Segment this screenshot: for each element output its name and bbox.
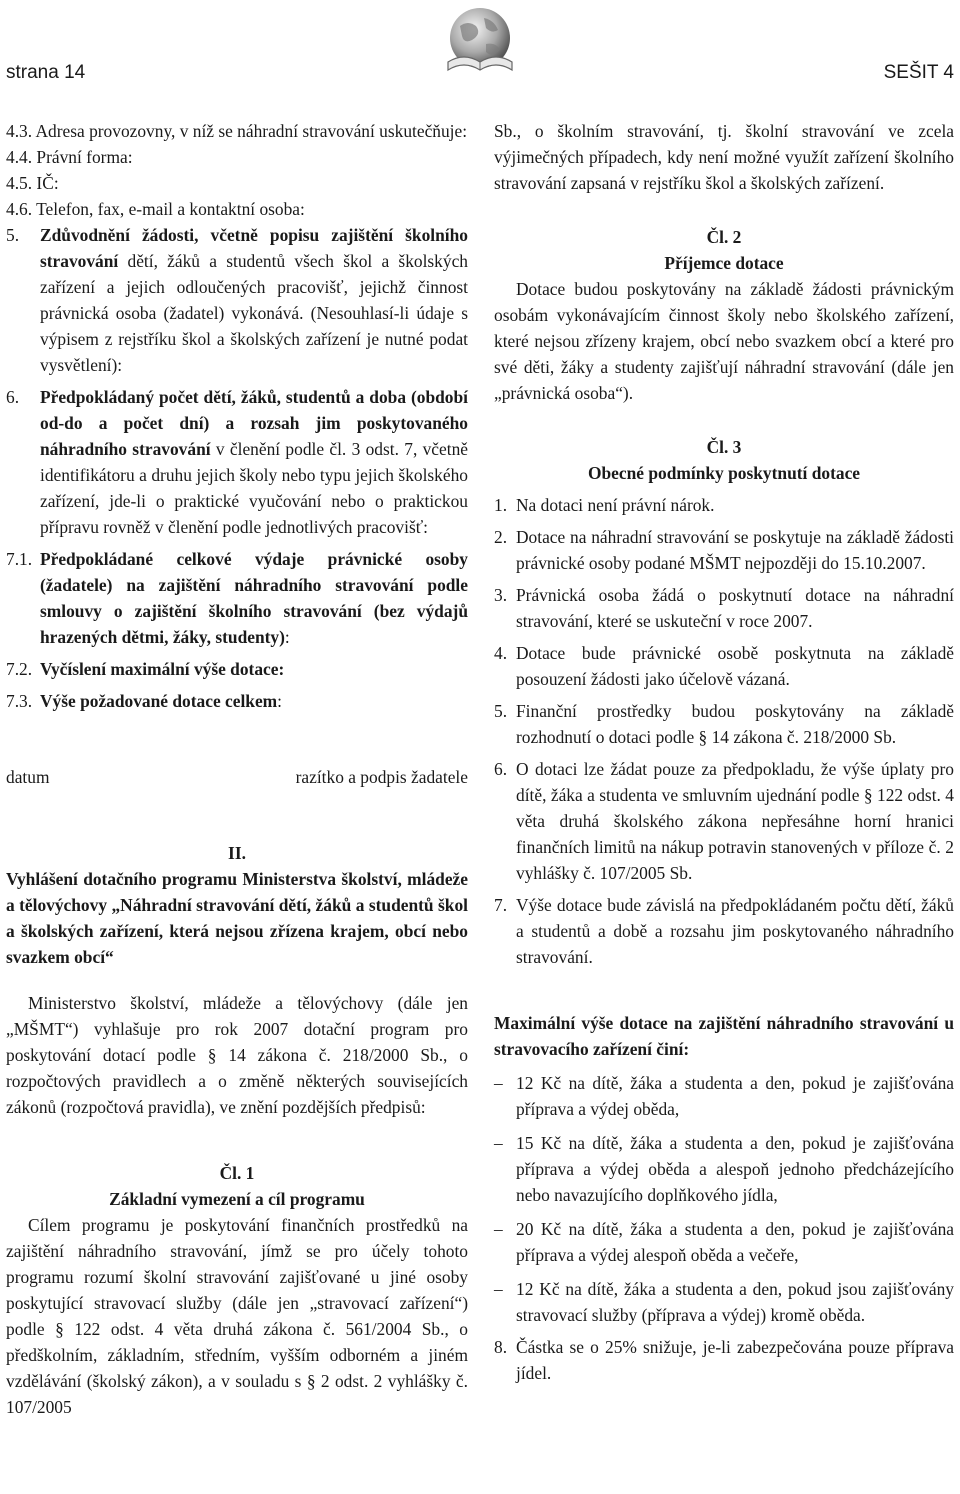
list-item (494, 892, 954, 970)
max-subsidy-title (494, 1010, 954, 1062)
signature-row (6, 764, 468, 790)
rate-item-dash: – (494, 1133, 503, 1153)
article-1-number (6, 1160, 468, 1186)
rate-item-dash: – (494, 1073, 503, 1093)
list-item-text: Finanční prostředky budou poskytovány na základě rozhodnutí o dotaci podle § 14 zákona č. 218/2000 Sb. (516, 701, 954, 747)
item-7-2-bold: Vyčíslení maximální výše dotace: (40, 659, 285, 679)
item-7-2 (6, 656, 468, 682)
article-3-title (494, 460, 954, 486)
list-item-number: 1. (494, 495, 508, 515)
item-7-3 (6, 688, 468, 714)
item-5-text (40, 222, 468, 378)
rate-item (494, 1130, 954, 1208)
article-1-number-text: Čl. 1 (219, 1163, 255, 1183)
rate-item-text: 20 Kč na dítě, žáka a studenta a den, pokud je zajišťována příprava a výdej alespoň oběda a večeře, (516, 1219, 954, 1265)
item-4-5: 4.5. IČ: (6, 173, 59, 193)
page-header (0, 0, 960, 100)
item-6 (6, 384, 468, 540)
item-5 (6, 222, 468, 378)
article-2-text: Dotace budou poskytovány na základě žádosti právnickým osobám vykonávajícím činnost školy nebo školského zařízení, které nejsou zřízeny krajem, obcí nebo svazkem obcí a které pro své děti, žáky a studenty zajišťují náhradní stravování (dále jen „právnická osoba“). (494, 279, 954, 403)
list-item-text: Částka se o 25% snižuje, je-li zabezpečována pouze příprava jídel. (516, 1337, 954, 1383)
list-item-text: Dotace na náhradní stravování se poskytuje na základě žádosti právnické osoby podané MŠMT nejpozději do 15.10.2007. (516, 527, 954, 573)
continuation-paragraph: Sb., o školním stravování, tj. školní stravování ve zcela výjimečných případech, kdy není možné využít zařízení školního stravování zapsaná v rejstříku škol a školských zařízení. (494, 121, 954, 193)
issue-label: SEŠIT 4 (883, 62, 954, 83)
article-3-number-text: Čl. 3 (706, 437, 742, 457)
rate-item-text: 12 Kč na dítě, žáka a studenta a den, pokud je zajišťována příprava a výdej oběda, (516, 1073, 954, 1119)
item-7-1-number: 7.1. (6, 549, 33, 569)
list-item-text: Výše dotace bude závislá na předpokládaném počtu dětí, žáků a studentů a době a rozsahu jim poskytovaného náhradního stravování. (516, 895, 954, 967)
intro-paragraph: Ministerstvo školství, mládeže a tělovýchovy (dále jen „MŠMT“) vyhlašuje pro rok 2007 dotační program pro poskytování dotací podle § 14 zákona č. 218/2000 Sb., o rozpočtových pravidlech a o změně některých souvisejících zákonů (rozpočtová pravidla), ve znění pozdějších předpisů: (6, 993, 468, 1117)
part-number (6, 840, 468, 866)
list-item (494, 756, 954, 886)
article-3-title-text: Obecné podmínky poskytnutí dotace (587, 463, 861, 483)
item-4-3 (6, 118, 468, 144)
item-5-number: 5. (6, 225, 20, 245)
list-item (494, 698, 954, 750)
item-7-3-number: 7.3. (6, 691, 33, 711)
article-1-title (6, 1186, 468, 1212)
article-3-number (494, 434, 954, 460)
rate-item-text: 15 Kč na dítě, žáka a studenta a den, pokud je zajišťována příprava a výdej oběda a alespoň jednoho předcházejícího nebo navazujícího doplňkového jídla, (516, 1133, 954, 1205)
item-7-1-text (40, 546, 468, 650)
signature-date-label: datum (6, 767, 50, 787)
rate-item (494, 1070, 954, 1122)
list-item-number: 6. (494, 759, 508, 779)
item-5-rest: dětí, žáků a studentů všech škol a školských zařízení a jejich odloučených pracovišť, jejichž činnost právnická osoba (žadatel) vykonává. (Nesouhlasí-li údaje s výpisem z rejstříku škol a školských zařízení je nutné podat vysvětlení): (40, 251, 468, 375)
article-2-number (494, 224, 954, 250)
item-6-number: 6. (6, 387, 20, 407)
rate-item-dash: – (494, 1279, 503, 1299)
left-column (6, 118, 468, 1420)
rate-item-dash: – (494, 1219, 503, 1239)
item-7-1-tail: : (284, 627, 290, 647)
max-subsidy-title-text: Maximální výše dotace na zajištění náhradního stravování u stravovacího zařízení činí: (494, 1013, 954, 1059)
item-7-3-tail: : (277, 691, 282, 711)
item-7-1-bold: Předpokládané celkové výdaje právnické osoby (žadatele) na zajištění náhradního stravování podle smlouvy o zajištění školního stravování (bez výdajů hrazených dětmi, žáky, studenty) (40, 549, 468, 647)
list-item-number: 4. (494, 643, 508, 663)
list-item-number: 5. (494, 701, 508, 721)
page-number-label: strana 14 (6, 62, 86, 83)
list-item-number: 8. (494, 1337, 508, 1357)
list-item-number: 3. (494, 585, 508, 605)
article-2-title (494, 250, 954, 276)
signature-stamp-label: razítko a podpis žadatele (295, 767, 468, 787)
list-item-text: O dotaci lze žádat pouze za předpokladu, že výše úplaty pro dítě, žáka a studenta ve smluvním ujednání podle § 122 odst. 4 věta druhá školského zákona nepřesáhne horní hranici finančních limitů na nákup potravin stanovených v příloze č. 2 vyhlášky č. 107/2005 Sb. (516, 759, 954, 883)
item-4-6: 4.6. Telefon, fax, e-mail a kontaktní osoba: (6, 199, 305, 219)
rate-item-text: 12 Kč na dítě, žáka a studenta a den, pokud jsou zajišťovány stravovací služby (příprava a výdej) kromě oběda. (516, 1279, 954, 1325)
article-1-text: Cílem programu je poskytování finančních prostředků na zajištění náhradního stravování, jímž se pro účely tohoto programu rozumí školní stravování zajišťované u jiné osoby poskytující stravovací služby (dále jen „stravovací zařízení“) podle § 122 odst. 4 věta druhá zákona č. 561/2004 Sb., o předškolním, základním, středním, vyšším odborném a jiném vzdělávání (školský zákon), a v souladu s § 2 odst. 2 vyhlášky č. 107/2005 (6, 1215, 468, 1417)
right-column (494, 118, 954, 1386)
list-item (494, 640, 954, 692)
list-item-text: Právnická osoba žádá o poskytnutí dotace na náhradní stravování, které se uskuteční v roce 2007. (516, 585, 954, 631)
part-number-text: II. (228, 843, 246, 863)
item-7-1 (6, 546, 468, 650)
list-item-text: Dotace bude právnické osobě poskytnuta na základě posouzení žádosti jako účelově vázaná. (516, 643, 954, 689)
item-7-2-text (40, 656, 468, 682)
list-item (494, 492, 954, 518)
article-1-title-text: Základní vymezení a cíl programu (109, 1189, 365, 1209)
item-6-bold: Předpokládaný počet dětí, žáků, studentů a doba (období od-do a počet dní) a rozsah jim poskytovaného náhradního stravování (40, 387, 468, 459)
list-item-number: 7. (494, 895, 508, 915)
item-5-bold: Zdůvodnění žádosti, včetně popisu zajištění školního stravování (40, 225, 468, 271)
article-2-title-text: Příjemce dotace (664, 253, 784, 273)
part-title (6, 866, 468, 970)
rate-item (494, 1276, 954, 1328)
article-2-number-text: Čl. 2 (706, 227, 742, 247)
list-item (494, 582, 954, 634)
part-title-text: Vyhlášení dotačního programu Ministerstva školství, mládeže a tělovýchovy „Náhradní stravování dětí, žáků a studentů škol a školských zařízení, která nejsou zřízena krajem, obcí nebo svazkem obcí“ (6, 869, 468, 967)
item-7-2-number: 7.2. (6, 659, 33, 679)
list-item (494, 524, 954, 576)
item-7-3-bold: Výše požadované dotace celkem (40, 691, 278, 711)
item-6-rest: v členění podle čl. 3 odst. 7, včetně identifikátoru a druhu jejich školy nebo typu jejich školského zařízení, jde-li o praktické vyučování nebo o praktickou přípravu rovněž v členění podle jednotlivých pracovišť: (40, 439, 468, 537)
item-4-3-text: 4.3. Adresa provozovny, v níž se náhradní stravování uskutečňuje: (6, 121, 468, 141)
rate-item (494, 1216, 954, 1268)
item-6-text (40, 384, 468, 540)
item-7-3-text (40, 688, 468, 714)
list-item-8 (494, 1334, 954, 1386)
list-item-number: 2. (494, 527, 508, 547)
list-item-text: Na dotaci není právní nárok. (516, 495, 715, 515)
globe-book-icon (442, 4, 518, 80)
item-4-4: 4.4. Právní forma: (6, 147, 133, 167)
